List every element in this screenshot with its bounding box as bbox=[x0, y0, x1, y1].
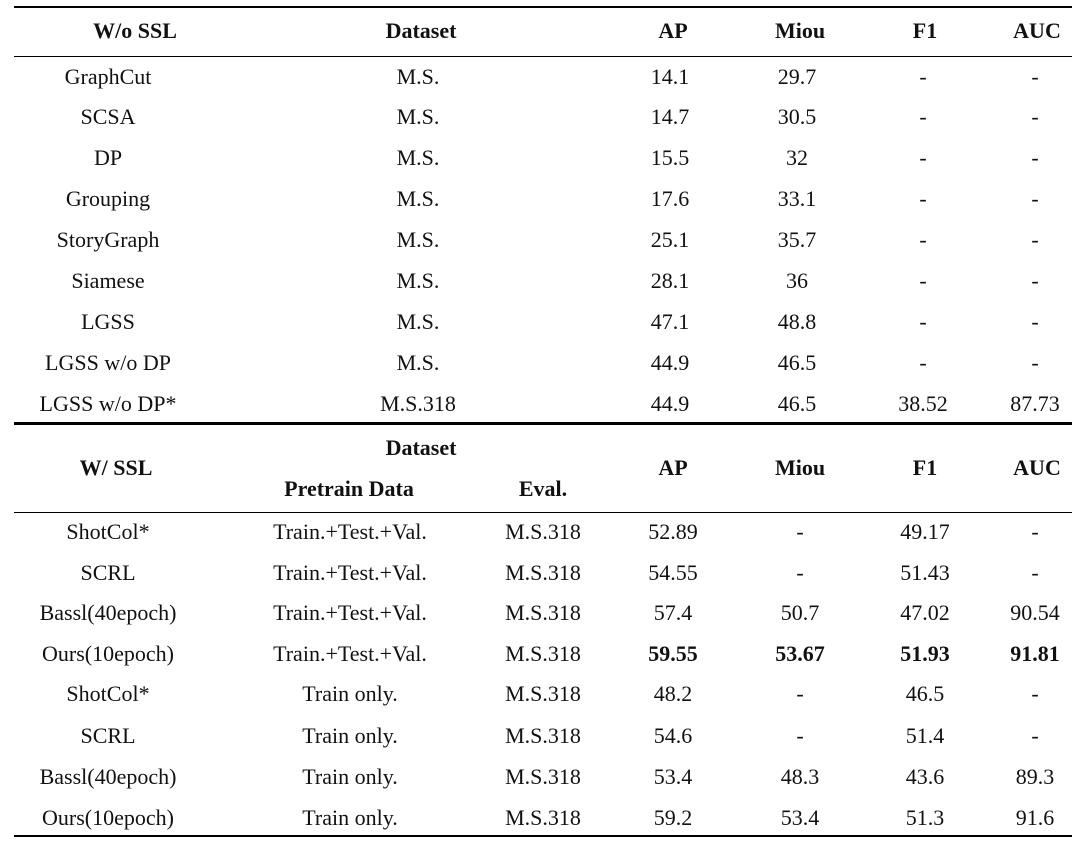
row-dataset: M.S. bbox=[396, 227, 440, 252]
header-eval: Eval. bbox=[518, 476, 568, 501]
header-rule-bottom bbox=[14, 512, 1072, 513]
row-method: DP bbox=[93, 145, 123, 170]
row-f1: 51.3 bbox=[905, 805, 945, 830]
row-auc: - bbox=[1031, 104, 1039, 129]
row-ap: 44.9 bbox=[650, 391, 690, 416]
row-dataset: M.S. bbox=[396, 186, 440, 211]
row-pretrain: Train only. bbox=[302, 805, 398, 830]
row-ap: 59.2 bbox=[653, 805, 693, 830]
row-pretrain: Train.+Test.+Val. bbox=[273, 641, 427, 666]
row-auc: 91.6 bbox=[1015, 805, 1055, 830]
row-auc: - bbox=[1031, 186, 1039, 211]
row-f1: 51.4 bbox=[905, 723, 945, 748]
row-ap: 25.1 bbox=[650, 227, 690, 252]
header-miou-ssl: Miou bbox=[774, 455, 826, 480]
row-method: Siamese bbox=[71, 268, 145, 293]
row-auc: 89.3 bbox=[1015, 764, 1055, 789]
row-auc: - bbox=[1031, 519, 1039, 544]
row-f1: 49.17 bbox=[900, 519, 950, 544]
row-pretrain: Train.+Test.+Val. bbox=[273, 600, 427, 625]
row-f1: - bbox=[919, 186, 927, 211]
row-method: Grouping bbox=[65, 186, 151, 211]
row-method: LGSS w/o DP* bbox=[39, 391, 177, 416]
row-miou: 50.7 bbox=[780, 600, 820, 625]
row-auc: - bbox=[1031, 723, 1039, 748]
header-dataset: Dataset bbox=[385, 18, 457, 43]
header-rule-top bbox=[14, 56, 1072, 57]
row-f1: 51.43 bbox=[900, 560, 950, 585]
row-dataset: M.S. bbox=[396, 309, 440, 334]
row-miou: 53.4 bbox=[780, 805, 820, 830]
row-auc: - bbox=[1031, 350, 1039, 375]
row-miou: 30.5 bbox=[777, 104, 817, 129]
row-miou: 48.8 bbox=[777, 309, 817, 334]
row-method: Ours(10epoch) bbox=[42, 641, 174, 666]
row-ap: 15.5 bbox=[650, 145, 690, 170]
row-auc: - bbox=[1031, 64, 1039, 89]
row-miou: 33.1 bbox=[777, 186, 817, 211]
row-auc: - bbox=[1031, 309, 1039, 334]
header-pretrain: Pretrain Data bbox=[284, 476, 414, 501]
row-dataset: M.S. bbox=[396, 268, 440, 293]
row-method: Ours(10epoch) bbox=[42, 805, 174, 830]
row-method: ShotCol* bbox=[66, 681, 150, 706]
row-miou: - bbox=[796, 723, 804, 748]
row-auc: - bbox=[1031, 227, 1039, 252]
header-method: W/o SSL bbox=[93, 18, 177, 43]
row-f1: - bbox=[919, 145, 927, 170]
row-eval: M.S.318 bbox=[505, 681, 581, 706]
row-miou: 46.5 bbox=[777, 350, 817, 375]
row-pretrain: Train.+Test.+Val. bbox=[273, 519, 427, 544]
row-method: GraphCut bbox=[64, 64, 152, 89]
row-pretrain: Train only. bbox=[302, 764, 398, 789]
row-f1: 43.6 bbox=[905, 764, 945, 789]
row-ap: 14.7 bbox=[650, 104, 690, 129]
row-f1: - bbox=[919, 104, 927, 129]
header-auc-ssl: AUC bbox=[1013, 455, 1061, 480]
row-f1: - bbox=[919, 350, 927, 375]
row-auc: - bbox=[1031, 268, 1039, 293]
row-eval: M.S.318 bbox=[505, 641, 581, 666]
row-dataset: M.S. bbox=[396, 64, 440, 89]
header-method-ssl: W/ SSL bbox=[79, 455, 153, 480]
header-f1-ssl: F1 bbox=[912, 455, 938, 480]
row-eval: M.S.318 bbox=[505, 600, 581, 625]
row-eval: M.S.318 bbox=[505, 519, 581, 544]
row-method: LGSS bbox=[81, 309, 135, 334]
row-method: Bassl(40epoch) bbox=[39, 764, 177, 789]
row-method: SCRL bbox=[80, 723, 136, 748]
row-f1: - bbox=[919, 268, 927, 293]
row-f1: - bbox=[919, 309, 927, 334]
row-eval: M.S.318 bbox=[505, 764, 581, 789]
row-eval: M.S.318 bbox=[505, 805, 581, 830]
row-ap: 14.1 bbox=[650, 64, 690, 89]
header-dataset-ssl: Dataset bbox=[385, 435, 457, 460]
row-ap: 53.4 bbox=[653, 764, 693, 789]
row-ap: 52.89 bbox=[648, 519, 698, 544]
row-auc: 90.54 bbox=[1010, 600, 1060, 625]
row-ap: 59.55 bbox=[648, 641, 698, 666]
row-auc: - bbox=[1031, 681, 1039, 706]
row-ap: 28.1 bbox=[650, 268, 690, 293]
header-f1: F1 bbox=[912, 18, 938, 43]
section-divider-rule bbox=[14, 422, 1072, 425]
row-method: LGSS w/o DP bbox=[45, 350, 171, 375]
row-pretrain: Train only. bbox=[302, 681, 398, 706]
row-ap: 47.1 bbox=[650, 309, 690, 334]
row-pretrain: Train only. bbox=[302, 723, 398, 748]
row-ap: 17.6 bbox=[650, 186, 690, 211]
row-f1: 38.52 bbox=[898, 391, 948, 416]
row-eval: M.S.318 bbox=[505, 560, 581, 585]
row-method: SCSA bbox=[80, 104, 136, 129]
row-auc: - bbox=[1031, 560, 1039, 585]
row-dataset: M.S. bbox=[396, 104, 440, 129]
row-miou: - bbox=[796, 560, 804, 585]
row-f1: - bbox=[919, 227, 927, 252]
row-miou: 48.3 bbox=[780, 764, 820, 789]
row-miou: 35.7 bbox=[777, 227, 817, 252]
row-pretrain: Train.+Test.+Val. bbox=[273, 560, 427, 585]
row-method: ShotCol* bbox=[66, 519, 150, 544]
row-dataset: M.S.318 bbox=[380, 391, 456, 416]
row-auc: - bbox=[1031, 145, 1039, 170]
row-eval: M.S.318 bbox=[505, 723, 581, 748]
header-ap: AP bbox=[658, 18, 688, 43]
row-method: StoryGraph bbox=[56, 227, 160, 252]
row-miou: 32 bbox=[786, 145, 808, 170]
row-auc: 87.73 bbox=[1010, 391, 1060, 416]
row-miou: - bbox=[796, 519, 804, 544]
row-f1: - bbox=[919, 64, 927, 89]
bottom-rule bbox=[14, 835, 1072, 837]
row-f1: 51.93 bbox=[900, 641, 950, 666]
header-auc: AUC bbox=[1013, 18, 1061, 43]
row-f1: 46.5 bbox=[905, 681, 945, 706]
header-ap-ssl: AP bbox=[658, 455, 688, 480]
header-miou: Miou bbox=[774, 18, 826, 43]
row-ap: 54.6 bbox=[653, 723, 693, 748]
row-method: SCRL bbox=[80, 560, 136, 585]
row-dataset: M.S. bbox=[396, 350, 440, 375]
row-miou: 46.5 bbox=[777, 391, 817, 416]
row-ap: 57.4 bbox=[653, 600, 693, 625]
row-miou: 29.7 bbox=[777, 64, 817, 89]
top-rule bbox=[14, 6, 1072, 8]
row-ap: 44.9 bbox=[650, 350, 690, 375]
row-method: Bassl(40epoch) bbox=[39, 600, 177, 625]
row-ap: 54.55 bbox=[648, 560, 698, 585]
row-auc: 91.81 bbox=[1010, 641, 1060, 666]
row-dataset: M.S. bbox=[396, 145, 440, 170]
row-miou: 53.67 bbox=[775, 641, 825, 666]
row-miou: - bbox=[796, 681, 804, 706]
row-ap: 48.2 bbox=[653, 681, 693, 706]
row-miou: 36 bbox=[786, 268, 808, 293]
row-f1: 47.02 bbox=[900, 600, 950, 625]
